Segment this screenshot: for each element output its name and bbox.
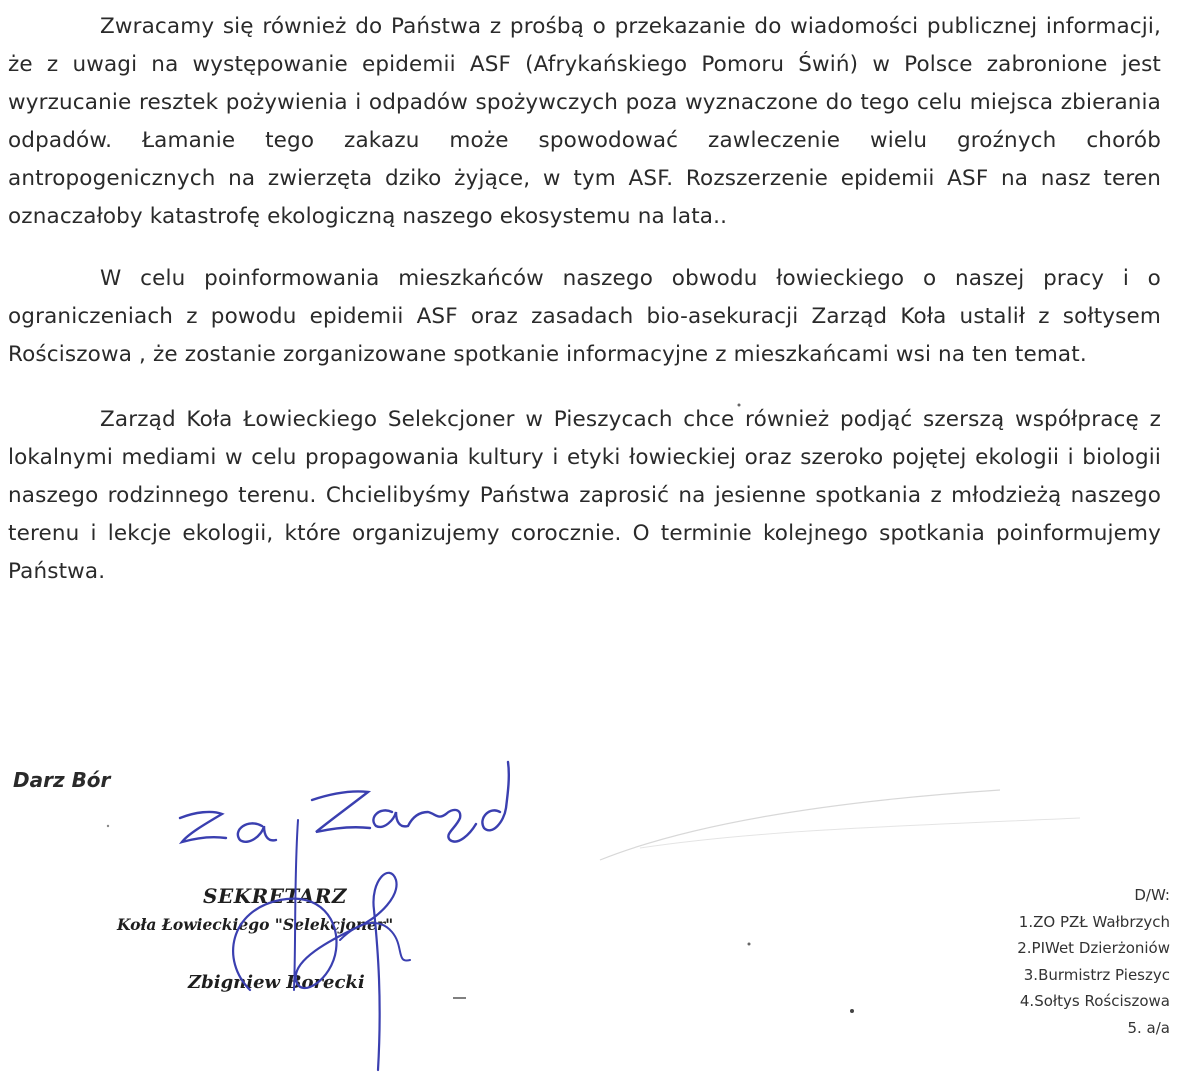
distribution-list xyxy=(1017,882,1170,1042)
paragraph-asf-notice: Zwracamy się również do Państwa z prośbą o przekazanie do wiadomości publicznej informacji, że z uwagi na występowanie epidemii ASF (Afrykańskiego Pomoru Świń) w Polsce zabronione jest wyrzucanie resztek pożywienia i odpadów spożywczych poza wyznaczone do tego celu miejsca zbierania odpadów. Łamanie tego zakazu może spowodować zawleczenie wielu groźnych chorób antropogenicznych na zwierzęta dziko żyjące, w tym ASF. Rozszerzenie epidemii ASF na nasz teren oznaczałoby katastrofę ekologiczną naszego ekosystemu na lata.. xyxy=(8,14,1161,229)
distribution-heading: D/W: xyxy=(1134,886,1170,904)
distribution-item: 5. a/a xyxy=(1127,1018,1170,1037)
stamp-role: SEKRETARZ xyxy=(203,884,347,908)
distribution-item: 1.ZO PZŁ Wałbrzych xyxy=(1018,912,1170,931)
distribution-item: 2.PIWet Dzierżoniów xyxy=(1017,939,1170,958)
paragraph-media-cooperation: Zarząd Koła Łowieckiego Selekcjoner w Pieszycach chce również podjąć szerszą współpracę z lokalnymi mediami w celu propagowania kultury i etyki łowieckiej oraz szeroko pojętej ekologii i biologii naszego rodzinnego terenu. Chcielibyśmy Państwa zaprosić na jesienne spotkania z młodzieżą naszego terenu i lekcje ekologii, które organizujemy corocznie. O terminie kolejnego spotkania poinformujemy Państwa. xyxy=(8,407,1161,584)
closing-salutation: Darz Bór xyxy=(13,768,111,792)
distribution-item: 3.Burmistrz Pieszyc xyxy=(1023,965,1170,984)
distribution-item: 4.Sołtys Rościszowa xyxy=(1019,992,1170,1011)
paragraph-information-meeting: W celu poinformowania mieszkańców naszego obwodu łowieckiego o naszej pracy i o ograniczeniach z powodu epidemii ASF oraz zasadach bio-asekuracji Zarząd Koła ustalił z sołtysem Rościszowa , że zostanie zorganizowane spotkanie informacyjne z mieszkańcami wsi na ten temat. xyxy=(8,266,1161,367)
stamp-name: Zbigniew Borecki xyxy=(188,972,365,993)
stamp-organization: Koła Łowieckiego "Selekcjoner" xyxy=(117,915,394,934)
distribution-items xyxy=(1017,909,1170,1042)
